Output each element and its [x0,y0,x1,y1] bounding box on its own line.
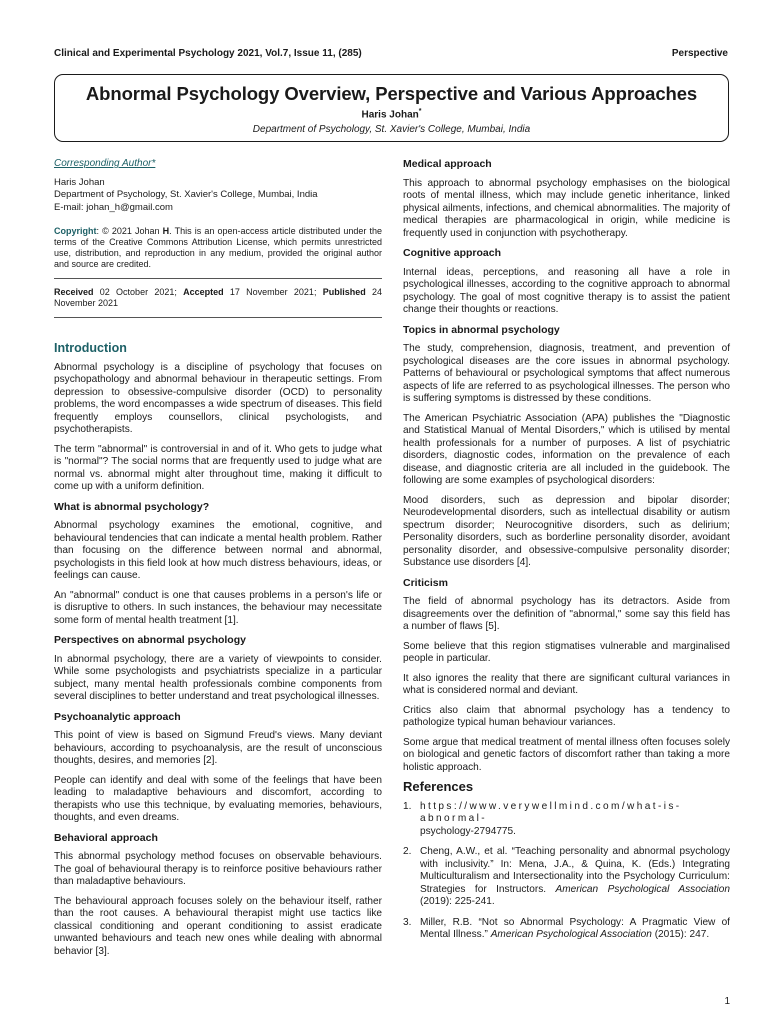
paragraph: This abnormal psychology method focuses on observable behaviours. The goal of behavioural therapy is to reinforce positive behaviours rather than maladaptive behaviours. [54,851,382,887]
reference-list [403,801,730,942]
subheading-psychoanalytic: Psychoanalytic approach [54,710,181,723]
divider [54,278,382,279]
reference-url-link[interactable]: https://www.verywellmind.com/what-is-abnormal- [420,800,682,824]
section-heading-introduction: Introduction [54,341,127,355]
article-type: Perspective [671,48,728,59]
corr-dept: Department of Psychology, St. Xavier's College, Mumbai, India [54,189,318,200]
paragraph: Some argue that medical treatment of mental illness often focuses solely on biological and genetic factors of discomfort rather than taking a more holistic approach. [403,736,730,773]
paragraph: In abnormal psychology, there are a variety of viewpoints to consider. While some psychologists and psychiatrists specialize in a particular subject, many mental health professionals combine components from several disciplines to better understand and treat psychological illnesses. [54,653,382,702]
published-label: Published [322,287,366,297]
page-number: 1 [724,996,730,1007]
copyright-notice [54,226,382,270]
paragraph: The behavioural approach focuses solely on the behaviour itself, rather than the root causes. A behavioural therapist might use tactics like classical conditioning and operant conditioning to assist eradicate unwanted behaviours and teach new ones while dealing with abnormal behavior [3]. [54,895,382,957]
section-heading-references: References [403,779,474,794]
paragraph: The field of abnormal psychology has its detractors. Aside from disagreements over the definition of "abnormal," some say this field has a number of flaws [5]. [403,596,730,632]
right-column [403,158,730,950]
journal-citation: Clinical and Experimental Psychology 2021, Vol.7, Issue 11, (285) [54,48,362,59]
corresponding-author-link[interactable]: Corresponding Author* [54,158,156,169]
paragraph: Critics also claim that abnormal psychology has a tendency to pathologize typical human behaviour variances. [403,704,730,728]
article-dates [54,287,382,309]
subheading-criticism: Criticism [403,576,448,589]
subheading-perspectives: Perspectives on abnormal psychology [54,634,246,646]
copyright-label: Copyright [54,226,97,236]
reference-item [403,801,730,839]
reference-url-cont[interactable]: psychology-2794775. [420,825,516,837]
paragraph: The study, comprehension, diagnosis, treatment, and prevention of psychological diseases are the core issues in abnormal psychology. Patterns of behavioural or psychological symptoms that affect numerous aspects of life are referred to as psychological illnesses. The person who is suffering symptoms is distressed by these conditions. [403,343,730,404]
paragraph: Abnormal psychology is a discipline of psychology that focuses on psychopathology and abnormal behaviour in therapeutic settings. From depression to obsessive-compulsive disorder (OCD) to personality problems, the word encompasses a wide spectrum of diseases. This field frequently employs counsellors, clinical psychologists, and psychotherapists. [54,361,382,435]
paragraph: An "abnormal" conduct is one that causes problems in a person's life or is disruptive to others. In such instances, the behaviour may necessitate some form of mental health treatment [1]. [54,589,382,626]
ref-text: Cheng, A.W., et al. “Teaching personality and abnormal psychology with inclusivity.” In: Mena, J.A., & Quina, K. (Eds.) Integrating Multiculturalism and Intersectionality into the Psychology Curriculum: Strategies for Instructors. [420,846,730,895]
author-name [55,108,728,120]
corr-email: E-mail: johan_h@gmail.com [54,201,173,213]
published-date: 24 November 2021 [54,287,382,308]
ref-number: 3. [403,916,412,928]
paragraph: Mood disorders, such as depression and bipolar disorder; Neurodevelopmental disorders, such as intellectual disability or autism spectrum disorder; Neurocognitive disorders, such as delirium; Personality disorders, such as borderline personality disorder, avoidant personality disorder, and obsessive-compulsive personality disorder; Substance use disorders [4]. [403,494,730,568]
reference-item [403,846,730,909]
subheading-topics: Topics in abnormal psychology [403,323,560,336]
accepted-label: Accepted [183,287,224,297]
author-mark: * [418,108,422,115]
paragraph: This approach to abnormal psychology emphasises on the biological roots of mental illness, which may include genetic inheritance, linked physical ailments, infections, and chemical abnormalities. The majority of medical therapies are pharmacological in origin, while medicine is frequently used in conjunction with psychotherapy. [403,177,730,239]
divider [54,317,382,318]
subheading-behavioral: Behavioral approach [54,831,158,844]
paragraph: This point of view is based on Sigmund Freud's views. Many deviant behaviours, according to psychoanalysis, are the result of unconscious thoughts, desires, and memories [2]. [54,730,382,766]
left-column [54,158,382,965]
accepted-date: 17 November 2021; [223,287,323,297]
paragraph: Internal ideas, perceptions, and reasoning all have a role in psychological illnesses, according to the cognitive approach to abnormal psychology. The goal of most cognitive therapy is to assist the patient change their thoughts or reactions. [403,266,730,315]
received-date: 02 October 2021; [93,287,184,297]
corr-name: Haris Johan [54,176,105,188]
ref-journal: American Psychological Association [555,883,731,895]
subheading-medical: Medical approach [403,158,492,170]
paragraph: It also ignores the reality that there are significant cultural variances in what is considered normal and deviant. [403,672,730,696]
received-label: Received [54,287,94,297]
subheading-cognitive: Cognitive approach [403,247,502,259]
article-title: Abnormal Psychology Overview, Perspective and Various Approaches [85,83,698,104]
running-header [54,48,728,64]
copyright-pre: : © 2021 Johan [96,226,163,236]
ref-tail: (2019): 225-241. [420,896,495,907]
copyright-bold: H [162,226,170,236]
author-affiliation: Department of Psychology, St. Xavier's College, Mumbai, India [252,124,531,136]
title-block [54,74,729,142]
ref-number: 2. [403,846,412,857]
subheading-what-is: What is abnormal psychology? [54,500,210,513]
copyright-post: . This is an open-access article distributed under the terms of the Creative Commons Attribution License, which permits unrestricted use, distribution, and reproduction in any medium, provided the original author and source are credited. [54,226,382,269]
author-text: Haris Johan [361,109,419,121]
paragraph: Abnormal psychology examines the emotional, cognitive, and behavioural tendencies that can indicate a mental health problem. Rather than focusing on the difference between normal and abnormal, psychologists in this field look at how much distress behaviours, ideas, or feelings can cause. [54,520,382,581]
reference-item [403,917,730,942]
ref-journal: American Psychological Association [490,929,652,940]
paragraph: The term "abnormal" is controversial in and of it. Who gets to judge what is "normal"? The social norms that are frequently used to judge what are normal vs. abnormal might alter throughout time, making it difficult to come up with a uniform definition. [54,443,382,492]
paragraph: People can identify and deal with some of the feelings that have been leading to maladaptive behaviours and discomfort, according to therapists who use this technique, by evaluating memories, behaviours, thoughts, and even dreams. [54,774,382,823]
ref-number: 1. [403,800,412,812]
ref-text: Miller, R.B. “Not so Abnormal Psychology: A Pragmatic View of Mental Illness.” [420,916,730,940]
paragraph: Some believe that this region stigmatises vulnerable and marginalised people in particular. [403,640,730,664]
ref-tail: (2015): 247. [651,929,710,940]
paragraph: The American Psychiatric Association (APA) publishes the "Diagnostic and Statistical Manual of Mental Disorders," which is utilised by mental health professionals for a number of purposes. A list of psychiatric disorders, diagnostic codes, information on the prevalence of each disease, and diagnostic criteria are all included in the guidebook. The following are some examples of psychological disorders: [403,412,730,486]
